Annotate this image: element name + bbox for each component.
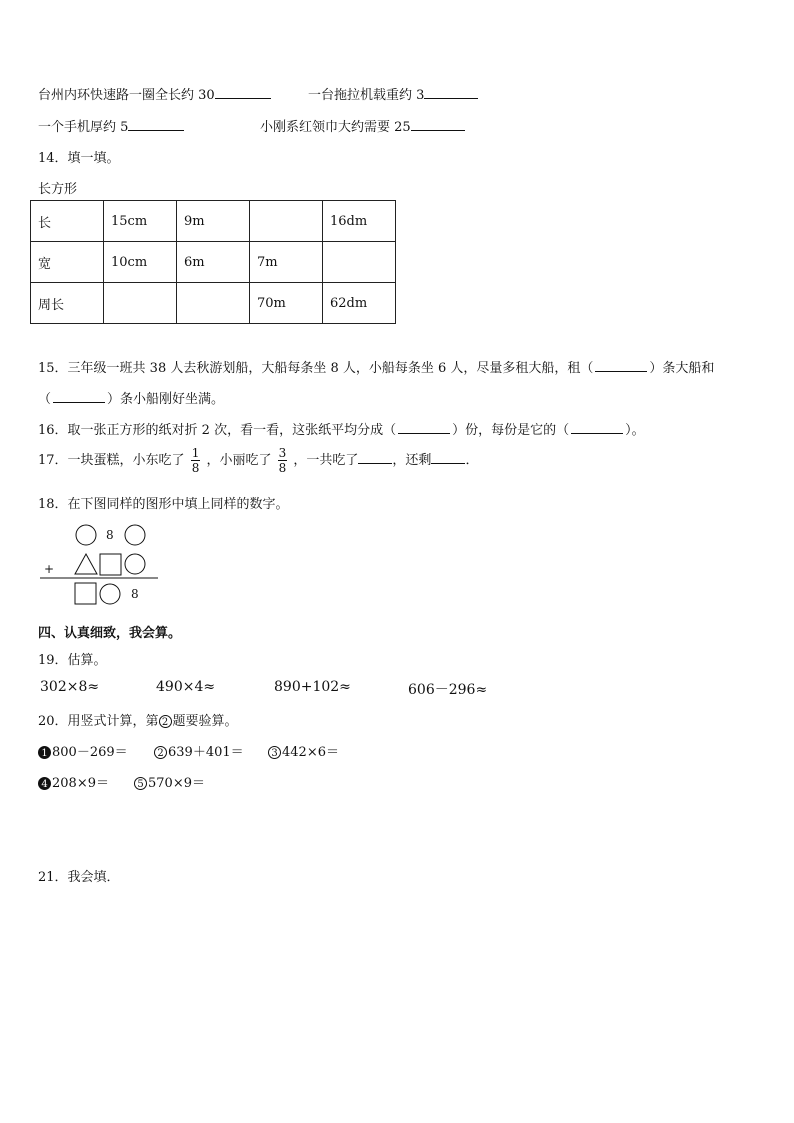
digit-eight: 8	[131, 587, 139, 601]
table-row-width	[31, 242, 396, 283]
table-row-length	[31, 201, 396, 242]
question-text: ．	[465, 453, 479, 468]
plus-sign: +	[44, 562, 55, 576]
q15-line1	[38, 357, 714, 376]
q14-subtitle: 长方形	[38, 182, 78, 197]
estimate-item: 490×4≈	[156, 679, 216, 695]
question-text: 一台拖拉机载重约 3	[308, 88, 425, 103]
row-header: 宽	[31, 242, 104, 283]
question-text: 题要验算。	[172, 714, 238, 729]
triangle-shape[interactable]	[75, 554, 97, 574]
circle-shape[interactable]	[125, 554, 145, 574]
answer-blank[interactable]	[53, 390, 105, 403]
q17-line	[38, 446, 478, 475]
unit-question-phone	[38, 116, 184, 135]
q19-title: 19．估算。	[38, 653, 107, 668]
table-cell: 15cm	[104, 201, 177, 242]
circle-shape[interactable]	[100, 584, 120, 604]
circled-number: 1	[38, 746, 51, 759]
question-text: ，一共吃了	[293, 453, 359, 468]
circled-number: 5	[134, 777, 147, 790]
table-cell-blank[interactable]	[323, 242, 396, 283]
circled-number: 4	[38, 777, 51, 790]
answer-blank[interactable]	[595, 359, 647, 372]
fraction-denominator: 8	[191, 461, 200, 475]
answer-blank[interactable]	[215, 86, 271, 99]
table-cell-blank[interactable]	[177, 283, 250, 324]
calc-item	[38, 741, 128, 760]
q16-line	[38, 419, 645, 438]
calc-expression: 442×6＝	[282, 745, 339, 760]
circled-number: 2	[154, 746, 167, 759]
table-cell: 16dm	[323, 201, 396, 242]
table-cell: 70m	[250, 283, 323, 324]
answer-blank[interactable]	[571, 421, 623, 434]
q21-title: 21．我会填．	[38, 870, 120, 885]
section-title: 四、认真细致，我会算。	[38, 626, 182, 641]
estimate-item: 302×8≈	[40, 679, 100, 695]
circled-number: 2	[159, 715, 172, 728]
q20-title	[38, 710, 238, 729]
table-row-perimeter	[31, 283, 396, 324]
estimate-item: 606－296≈	[408, 682, 488, 698]
question-text: 台州内环快速路一圈全长约 30	[38, 88, 215, 103]
q14-title: 14．填一填。	[38, 151, 120, 166]
question-text: 15．三年级一班共 38 人去秋游划船，大船每条坐 8 人，小船每条坐 6 人，尽量多租大船，租（	[38, 361, 594, 376]
circled-number: 3	[268, 746, 281, 759]
unit-question-highway	[38, 84, 271, 103]
question-text: ，小丽吃了	[206, 453, 272, 468]
fraction-numerator: 3	[278, 446, 287, 460]
answer-blank[interactable]	[424, 86, 478, 99]
question-text: ）。	[625, 423, 645, 438]
calc-item	[268, 741, 339, 760]
q18-title: 18．在下图同样的图形中填上同样的数字。	[38, 497, 289, 512]
answer-blank[interactable]	[358, 451, 392, 464]
table-cell: 10cm	[104, 242, 177, 283]
table-cell: 6m	[177, 242, 250, 283]
question-text: 20．用竖式计算，第	[38, 714, 159, 729]
table-cell: 7m	[250, 242, 323, 283]
estimate-item: 890+102≈	[274, 679, 351, 695]
calc-item	[38, 772, 109, 791]
table-cell: 62dm	[323, 283, 396, 324]
fraction-numerator: 1	[191, 446, 200, 460]
answer-blank[interactable]	[398, 421, 450, 434]
row-header: 长	[31, 201, 104, 242]
question-text: 小刚系红领巾大约需要 25	[260, 120, 411, 135]
shape-addition-puzzle	[38, 520, 163, 610]
fraction-one-eighth	[191, 446, 201, 475]
question-text: ）条小船刚好坐满。	[107, 392, 225, 407]
answer-blank[interactable]	[411, 118, 465, 131]
circle-shape[interactable]	[125, 525, 145, 545]
calc-item	[154, 741, 244, 760]
calc-expression: 639＋401＝	[168, 745, 244, 760]
question-text: 一个手机厚约 5	[38, 120, 129, 135]
question-text: ，还剩	[392, 453, 432, 468]
question-text: 16．取一张正方形的纸对折 2 次，看一看，这张纸平均分成（	[38, 423, 397, 438]
fraction-three-eighths	[278, 446, 288, 475]
square-shape[interactable]	[75, 583, 96, 604]
circle-shape[interactable]	[76, 525, 96, 545]
square-shape[interactable]	[100, 554, 121, 575]
row-header: 周长	[31, 283, 104, 324]
answer-blank[interactable]	[128, 118, 184, 131]
calc-expression: 208×9＝	[52, 776, 109, 791]
puzzle-figure	[38, 520, 163, 610]
question-text: ）条大船和	[649, 361, 715, 376]
rectangle-table	[30, 200, 396, 324]
answer-blank[interactable]	[431, 451, 465, 464]
calc-expression: 570×9＝	[148, 776, 205, 791]
question-text: （	[38, 392, 52, 407]
unit-question-scarf	[260, 116, 465, 135]
question-text: 17．一块蛋糕，小东吃了	[38, 453, 185, 468]
fraction-denominator: 8	[278, 461, 287, 475]
calc-expression: 800－269＝	[52, 745, 128, 760]
table-cell-blank[interactable]	[250, 201, 323, 242]
q15-line2	[38, 388, 224, 407]
unit-question-tractor	[308, 84, 478, 103]
table-cell-blank[interactable]	[104, 283, 177, 324]
calc-item	[134, 772, 205, 791]
digit-eight: 8	[106, 528, 114, 542]
question-text: ）份，每份是它的（	[452, 423, 570, 438]
table-cell: 9m	[177, 201, 250, 242]
